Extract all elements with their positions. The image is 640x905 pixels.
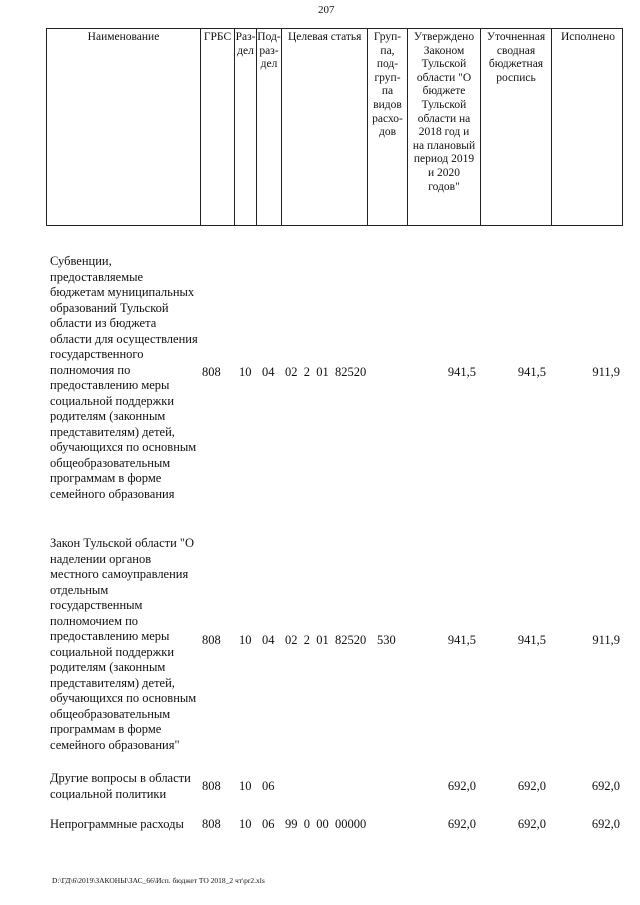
text-line: дов bbox=[378, 126, 397, 139]
row-expense-type: 530 bbox=[377, 633, 396, 647]
text-line: и 2020 bbox=[427, 166, 461, 179]
text-line: наделении органов bbox=[50, 551, 152, 566]
text-line: под- bbox=[376, 58, 399, 71]
row-podrazdel: 06 bbox=[262, 817, 275, 831]
header-executed-col bbox=[551, 29, 624, 225]
text-line: сводная bbox=[496, 44, 536, 57]
text-line: дел bbox=[237, 44, 254, 57]
text-line: Тульской bbox=[421, 98, 467, 111]
row-refined: 941,5 bbox=[517, 365, 546, 379]
header-grbs-col bbox=[200, 29, 234, 225]
text-line: Тульской bbox=[421, 58, 467, 71]
row-description bbox=[50, 254, 200, 502]
row-razdel: 10 bbox=[239, 817, 252, 831]
text-line: государственным bbox=[50, 598, 143, 612]
page-number: 207 bbox=[318, 4, 335, 16]
text-line: Целевая статья bbox=[288, 31, 362, 43]
table-header bbox=[46, 28, 623, 226]
text-line: области для осуществления bbox=[50, 331, 198, 346]
row-podrazdel: 04 bbox=[262, 365, 275, 379]
text-line: социальной поддержки bbox=[50, 393, 175, 408]
row-refined: 692,0 bbox=[517, 817, 546, 831]
text-line: области из бюджета bbox=[50, 316, 157, 330]
text-line: социальной поддержки bbox=[50, 644, 175, 659]
header-razdel-col bbox=[234, 29, 256, 225]
header-vr-col bbox=[367, 29, 407, 225]
header-cs-col bbox=[281, 29, 367, 225]
text-line: бюджетная bbox=[488, 58, 544, 71]
header-executed bbox=[552, 29, 624, 45]
text-line: отдельным bbox=[50, 582, 109, 597]
row-executed: 911,9 bbox=[592, 633, 620, 647]
text-line: Субвенции, bbox=[50, 254, 112, 268]
text-line: годов" bbox=[428, 180, 460, 193]
row-razdel: 10 bbox=[239, 365, 252, 379]
text-line: предоставлению меры bbox=[50, 378, 170, 392]
text-line: местного самоуправления bbox=[50, 567, 189, 581]
text-line: образований Тульской bbox=[50, 300, 169, 315]
row-approved: 941,5 bbox=[447, 633, 476, 647]
text-line: бюджетам муниципальных bbox=[50, 285, 195, 299]
text-line: бюджете bbox=[422, 85, 466, 98]
text-line: области на bbox=[417, 112, 471, 125]
row-refined: 941,5 bbox=[517, 633, 546, 647]
row-refined: 692,0 bbox=[517, 779, 546, 793]
header-grbs bbox=[201, 29, 234, 45]
text-line: представителям) детей, bbox=[50, 424, 175, 439]
header-refined-col bbox=[480, 29, 551, 225]
text-line: представителям) детей, bbox=[50, 675, 175, 690]
header-name-col bbox=[47, 29, 200, 225]
text-line: Под- bbox=[257, 31, 281, 43]
row-target-article: 02 2 01 82520 bbox=[285, 633, 367, 647]
row-razdel: 10 bbox=[239, 779, 252, 793]
text-line: па, bbox=[380, 44, 395, 57]
header-refined bbox=[481, 29, 551, 85]
text-line: программам в форме bbox=[50, 722, 162, 736]
header-approved-col bbox=[407, 29, 480, 225]
footer-file-path: D:\ГД\6\2019\ЗАКОНЫ\ЗАС_66\Исп. бюджет ТО 2018_2 чт\pr2.xls bbox=[52, 876, 265, 885]
text-line: обучающихся по основным bbox=[50, 691, 197, 705]
text-line: Уточненная bbox=[486, 31, 546, 43]
row-grbs: 808 bbox=[202, 365, 221, 379]
text-line: видов bbox=[373, 98, 402, 111]
text-line: Раз- bbox=[235, 31, 256, 43]
header-name bbox=[47, 29, 200, 45]
row-target-article: 02 2 01 82520 bbox=[285, 365, 367, 379]
text-line: предоставляемые bbox=[50, 269, 144, 284]
text-line: Закон Тульской области "О bbox=[50, 536, 195, 550]
header-razdel bbox=[235, 29, 256, 58]
text-line: груп- bbox=[374, 71, 401, 84]
row-grbs: 808 bbox=[202, 817, 221, 831]
header-podrazdel bbox=[257, 29, 281, 72]
text-line: период 2019 bbox=[413, 153, 475, 166]
header-cs bbox=[282, 29, 367, 45]
text-line: общеобразовательным bbox=[50, 706, 171, 721]
header-podrazdel-col bbox=[256, 29, 281, 225]
text-line: Непрограммные расходы bbox=[50, 817, 184, 831]
row-target-article: 99 0 00 00000 bbox=[285, 817, 367, 831]
row-description bbox=[50, 771, 200, 802]
text-line: расхо- bbox=[372, 112, 403, 125]
row-podrazdel: 06 bbox=[262, 779, 275, 793]
text-line: на плановый bbox=[412, 139, 476, 152]
text-line: дел bbox=[260, 58, 278, 71]
text-line: Груп- bbox=[373, 31, 402, 43]
row-description bbox=[50, 817, 200, 833]
text-line: социальной политики bbox=[50, 786, 167, 801]
text-line: Утверждено bbox=[413, 31, 475, 43]
row-executed: 692,0 bbox=[591, 779, 620, 793]
row-grbs: 808 bbox=[202, 779, 221, 793]
text-line: роспись bbox=[496, 71, 536, 84]
row-approved: 692,0 bbox=[447, 779, 476, 793]
row-approved: 941,5 bbox=[447, 365, 476, 379]
text-line: па bbox=[381, 85, 394, 98]
row-executed: 692,0 bbox=[591, 817, 620, 831]
text-line: родителям (законным bbox=[50, 660, 166, 674]
text-line: области "О bbox=[416, 71, 472, 84]
row-razdel: 10 bbox=[239, 633, 252, 647]
text-line: общеобразовательным bbox=[50, 455, 171, 470]
text-line: Законом bbox=[423, 44, 465, 57]
text-line: полномочием по bbox=[50, 613, 139, 628]
text-line: 2018 год и bbox=[418, 126, 470, 139]
text-line: семейного образования bbox=[50, 486, 175, 501]
text-line: программам в форме bbox=[50, 471, 162, 485]
text-line: Наименование bbox=[87, 31, 160, 43]
text-line: раз- bbox=[259, 44, 279, 57]
row-grbs: 808 bbox=[202, 633, 221, 647]
text-line: предоставлению меры bbox=[50, 629, 170, 643]
row-approved: 692,0 bbox=[447, 817, 476, 831]
text-line: родителям (законным bbox=[50, 409, 166, 423]
text-line: семейного образования" bbox=[50, 737, 180, 752]
text-line: ГРБС bbox=[203, 31, 232, 43]
header-vr bbox=[368, 29, 407, 140]
row-description bbox=[50, 536, 200, 753]
header-approved bbox=[408, 29, 480, 194]
text-line: полномочия по bbox=[50, 362, 131, 377]
row-executed: 911,9 bbox=[592, 365, 620, 379]
text-line: Исполнено bbox=[560, 31, 616, 43]
text-line: государственного bbox=[50, 347, 144, 361]
text-line: обучающихся по основным bbox=[50, 440, 197, 454]
row-podrazdel: 04 bbox=[262, 633, 275, 647]
text-line: Другие вопросы в области bbox=[50, 771, 191, 785]
